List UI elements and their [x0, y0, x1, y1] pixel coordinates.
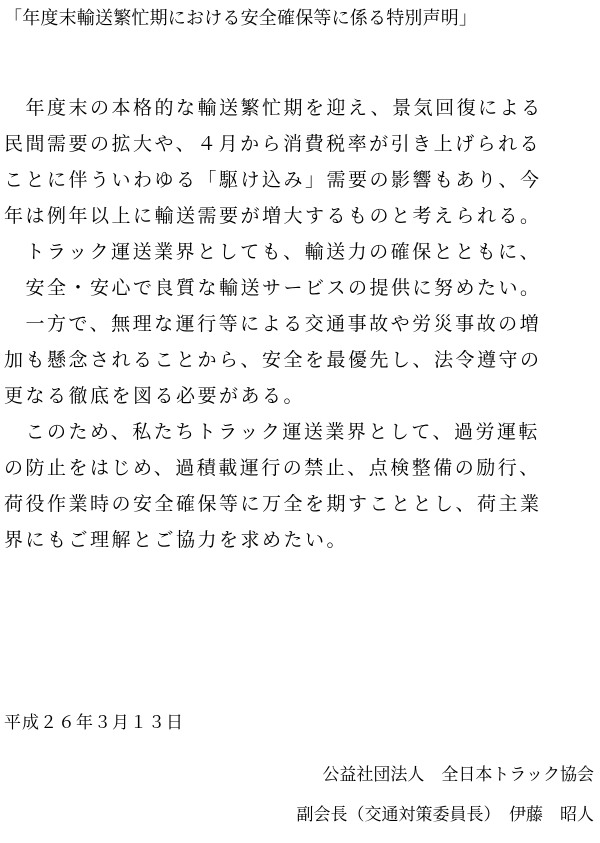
organization-name: 公益社団法人 全日本トラック協会 [322, 765, 594, 785]
body-line: 安全・安心で良質な輸送サービスの提供に努めたい。 [4, 277, 542, 299]
body-line: 更なる徹底を図る必要がある。 [4, 385, 306, 407]
body-line: 界にもご理解とご協力を求めたい。 [4, 529, 349, 551]
signer-name: 副会長（交通対策委員長） 伊藤 昭人 [296, 805, 594, 825]
body-line: 加も懸念されることから、安全を最優先し、法令遵守の [4, 349, 542, 371]
body-line: このため、私たちトラック運送業界として、過労運転 [4, 421, 540, 443]
body-line: 荷役作業時の安全確保等に万全を期すこととし、荷主業 [4, 493, 542, 515]
body-line: 年度末の本格的な輸送繁忙期を迎え、景気回復による [4, 97, 543, 119]
body-line: 年は例年以上に輸送需要が増大するものと考えられる。 [4, 205, 542, 227]
body-line: 一方で、無理な運行等による交通事故や労災事故の増 [4, 313, 542, 335]
statement-date: 平成２６年３月１３日 [4, 713, 184, 733]
body-line: 民間需要の拡大や、４月から消費税率が引き上げられる [4, 133, 542, 155]
statement-title: 「年度末輸送繁忙期における安全確保等に係る特別声明」 [4, 8, 478, 29]
body-line: の防止をはじめ、過積載運行の禁止、点検整備の励行、 [4, 457, 541, 479]
body-line: ことに伴ういわゆる「駆け込み」需要の影響もあり、今 [4, 169, 542, 191]
statement-body [4, 90, 598, 558]
body-line: トラック運送業界としても、輸送力の確保とともに、 [4, 241, 542, 263]
